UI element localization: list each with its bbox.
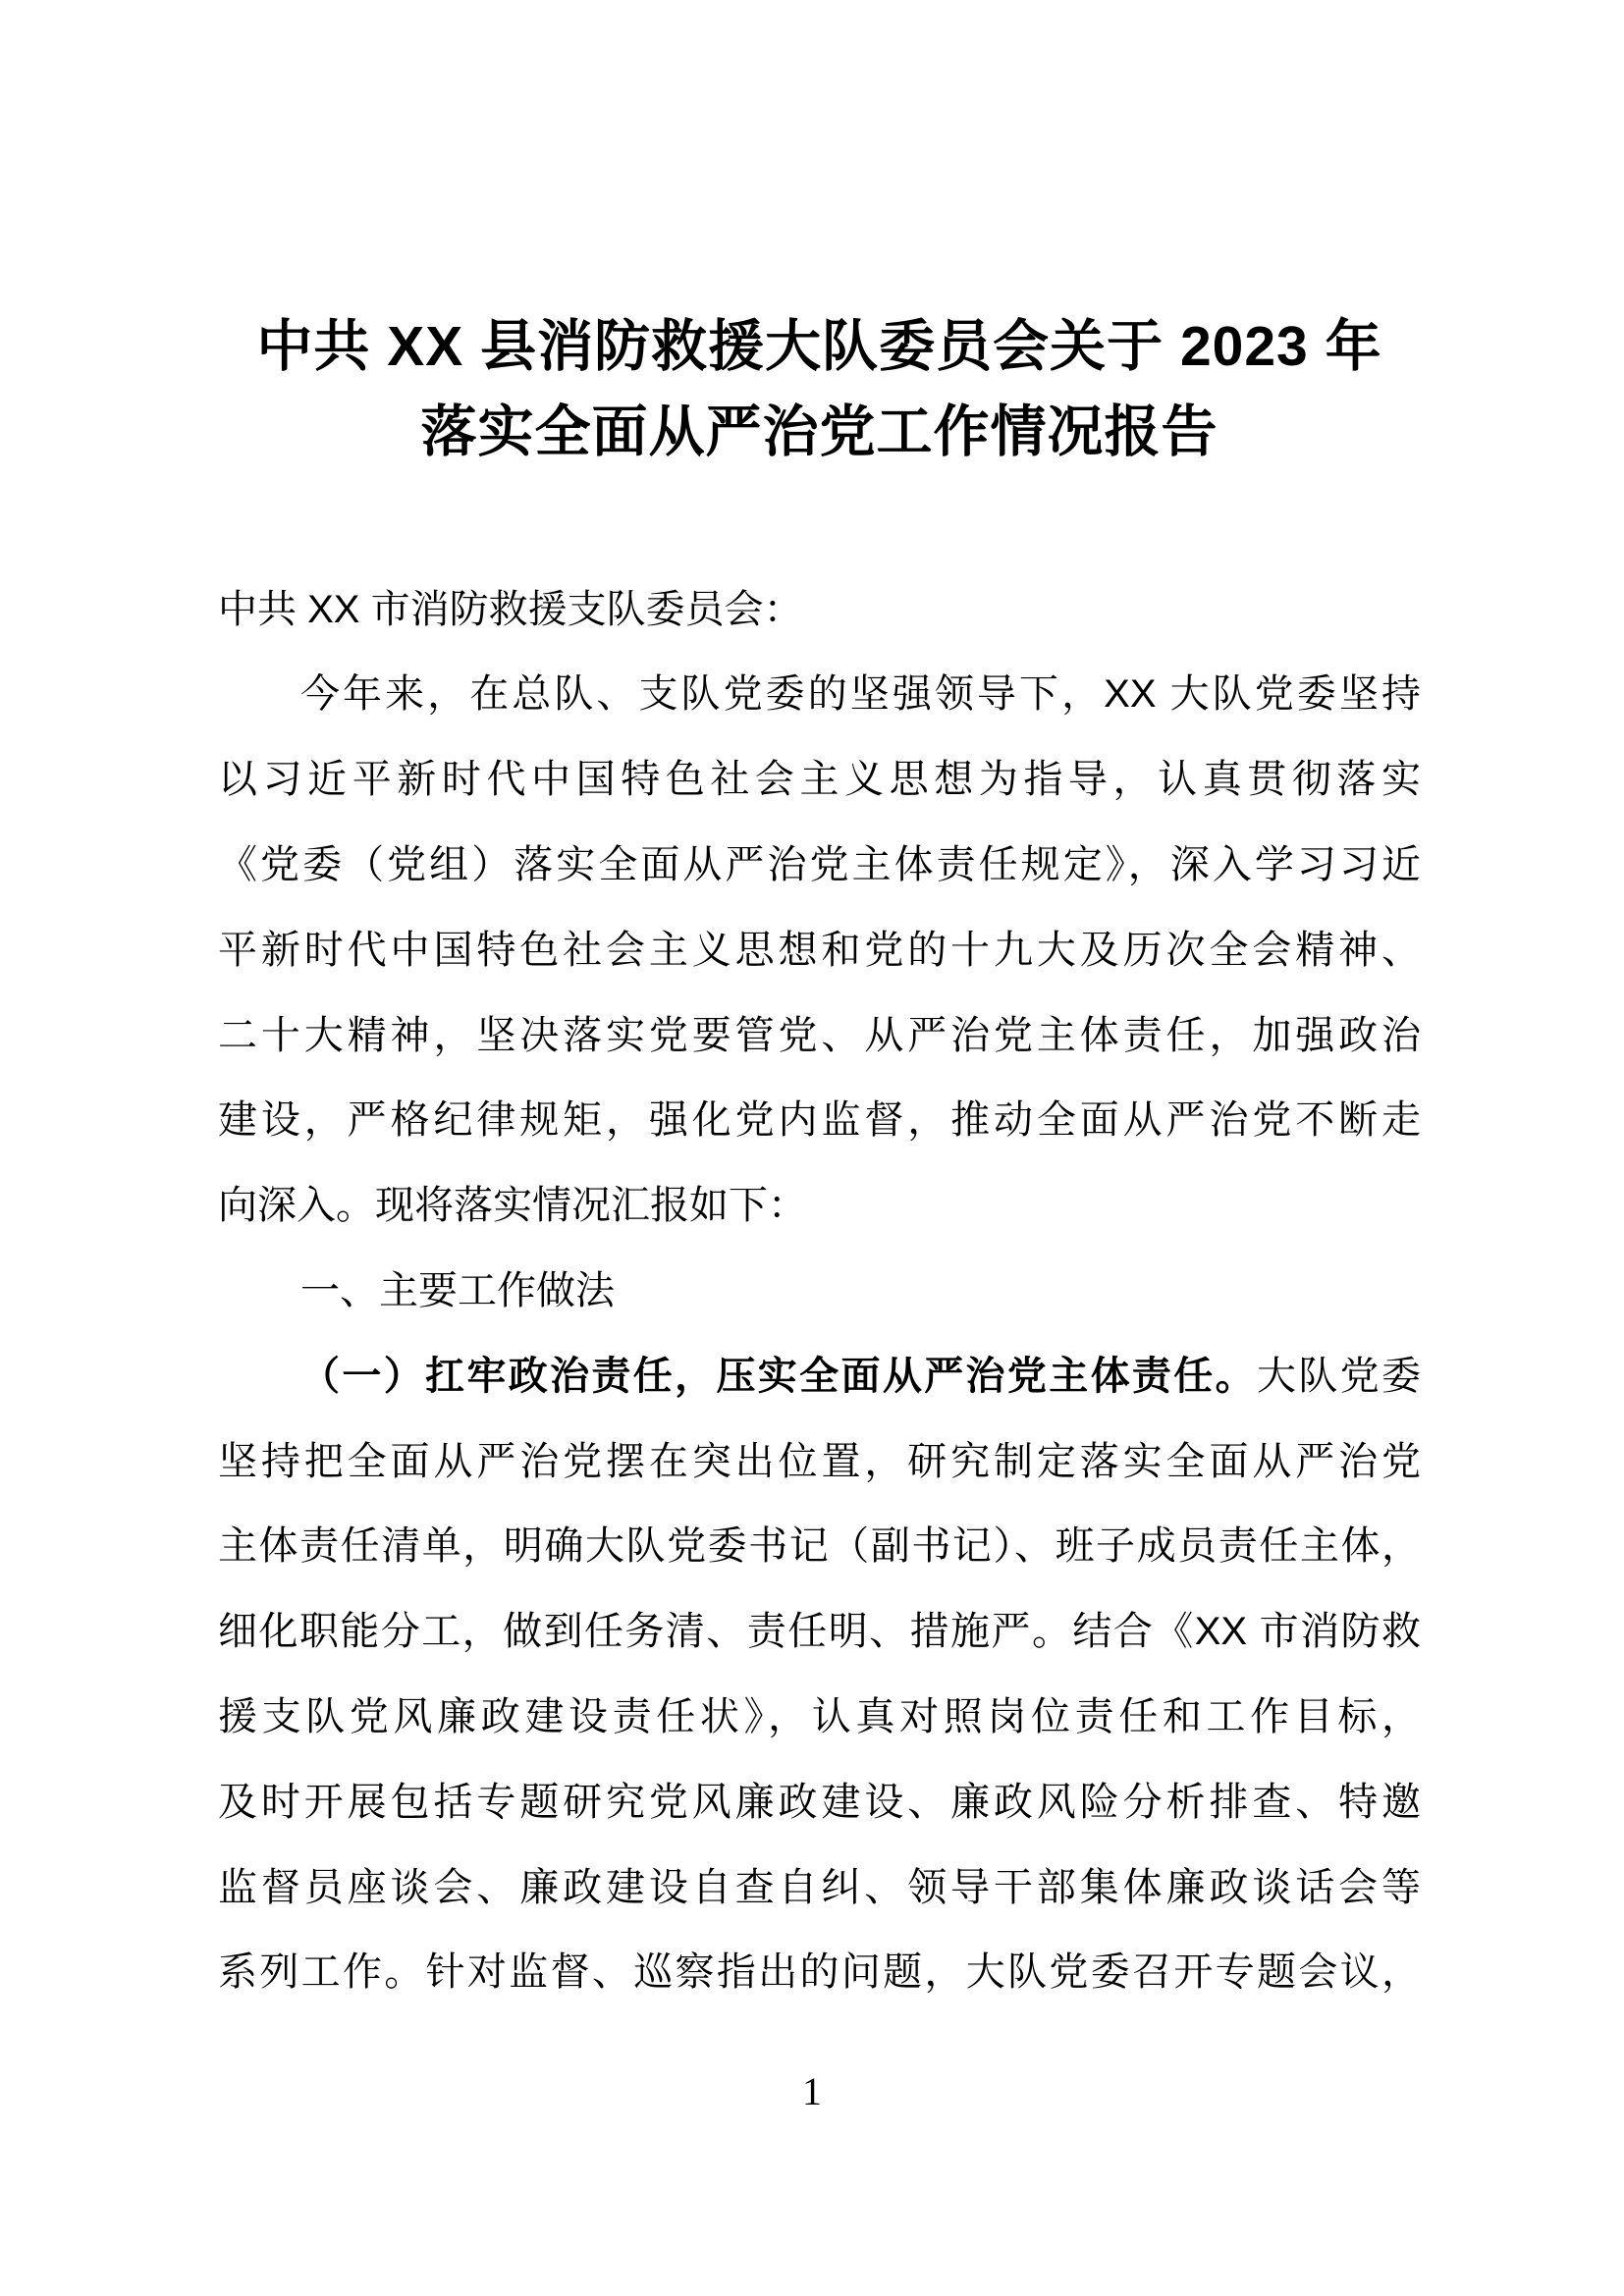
page-number: 1 (802, 2069, 822, 2113)
paragraph2-line: 及时开展包括专题研究党风廉政建设、廉政风险分析排查、特邀 (218, 1780, 1421, 1824)
paragraph1-line: 《党委（党组）落实全面从严治党主体责任规定》，深入学习习近 (218, 842, 1421, 886)
paragraph1-line: 平新时代中国特色社会主义思想和党的十九大及历次全会精神、 (218, 928, 1421, 972)
document-content (218, 0, 1421, 2015)
title-line-2: 落实全面从严治党工作情况报告 (420, 400, 1218, 463)
paragraph2-line: 系列工作。针对监督、巡察指出的问题，大队党委召开专题会议， (218, 1950, 1421, 1995)
paragraph2-lead-line (218, 1334, 1421, 1419)
document-body (218, 567, 1421, 2016)
paragraph2-line: 细化职能分工，做到任务清、责任明、措施严。结合《XX 市消防救 (218, 1610, 1421, 1654)
paragraph1-line: 今年来，在总队、支队党委的坚强领导下，XX 大队党委坚持 (300, 672, 1421, 717)
title-line-1: 中共 XX 县消防救援大队委员会关于 2023 年 (256, 315, 1382, 378)
section-heading: 一、主要工作做法 (300, 1268, 615, 1312)
paragraph2-line: 主体责任清单，明确大队党委书记（副书记）、班子成员责任主体， (218, 1524, 1421, 1569)
paragraph2-line: 坚持把全面从严治党摆在突出位置，研究制定落实全面从严治党 (218, 1439, 1421, 1483)
paragraph1-line: 以习近平新时代中国特色社会主义思想为指导，认真贯彻落实 (218, 758, 1421, 802)
document-title (218, 304, 1421, 475)
paragraph1-line: 向深入。现将落实情况汇报如下： (218, 1184, 807, 1228)
salutation-line: 中共 XX 市消防救援支队委员会： (218, 587, 803, 631)
paragraph1-line: 二十大精神，坚决落实党要管党、从严治党主体责任，加强政治 (218, 1013, 1421, 1057)
paragraph2-line: 援支队党风廉政建设责任状》，认真对照岗位责任和工作目标， (218, 1694, 1421, 1738)
paragraph2-line: 监督员座谈会、廉政建设自查自纠、领导干部集体廉政谈话会等 (218, 1865, 1421, 1909)
paragraph1-line: 建设，严格纪律规矩，强化党内监督，推动全面从严治党不断走 (218, 1098, 1421, 1143)
paragraph2-lead-rest: 大队党委 (1256, 1354, 1422, 1398)
paragraph2-bold-lead: （一）扛牢政治责任，压实全面从严治党主体责任。 (300, 1354, 1257, 1398)
